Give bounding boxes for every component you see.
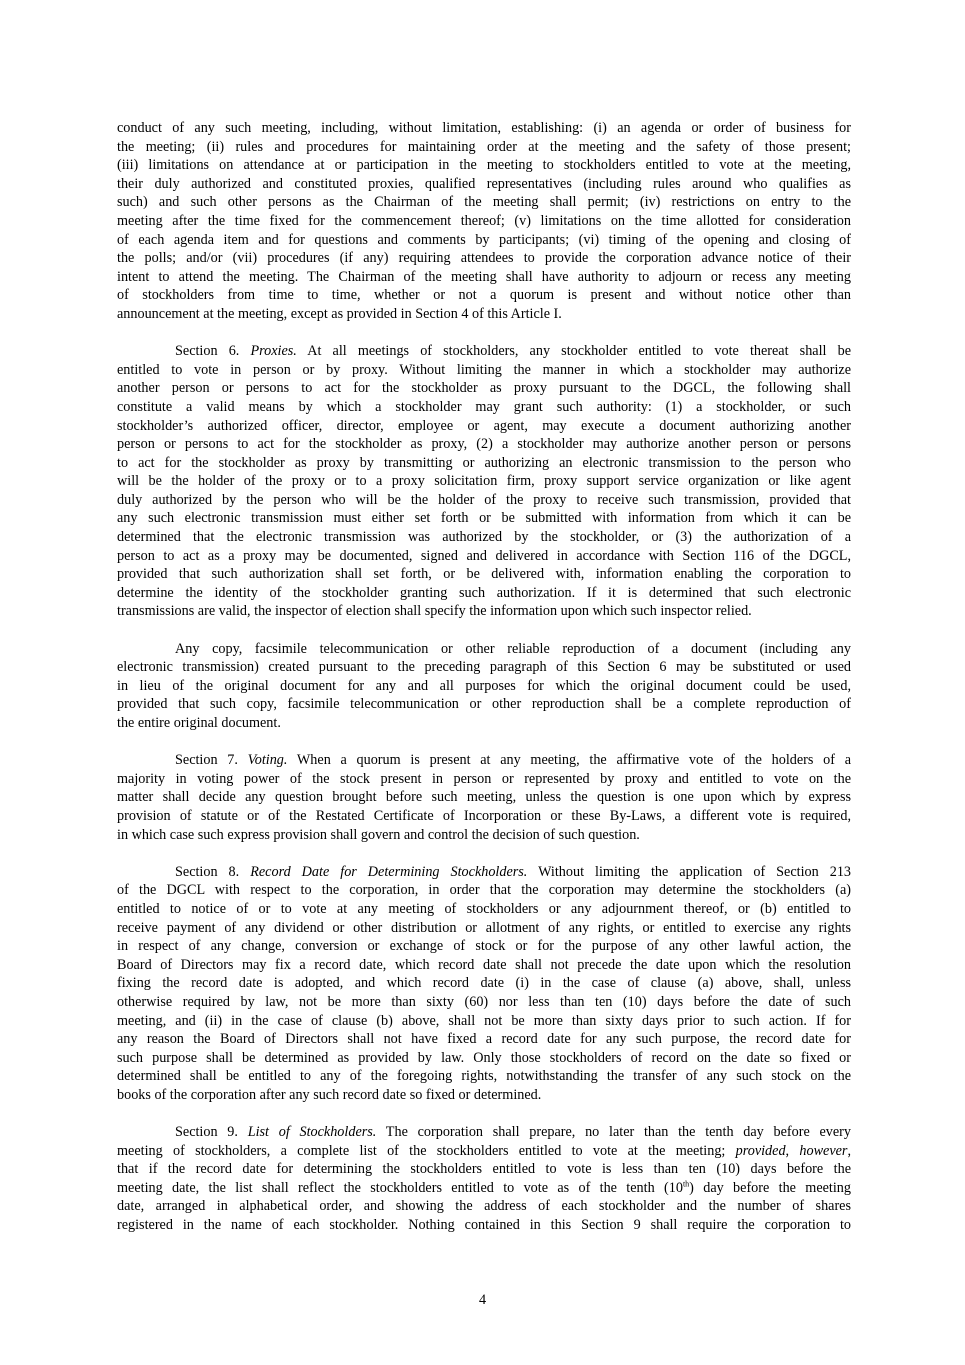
text-line: announcement at the meeting, except as provided in Section 4 of this Article I. (117, 305, 562, 322)
text-line: their duly authorized and constituted proxies, qualified representatives (including rules around who qualifies as (117, 175, 851, 192)
section-heading: Record Date for Determining Stockholders. (250, 863, 528, 880)
section-label: Section 8. (175, 863, 251, 880)
text-line: duly authorized by the person who will be the holder of the proxy to receive such transmission, provided that (117, 491, 851, 508)
text-segment: When a quorum is present at any meeting, the affirmative vote of the holders of a (287, 752, 851, 769)
text-line: provided that such copy, facsimile telecommunication or other reproduction shall be a complete reproduction of (117, 696, 851, 713)
text-line: of each agenda item and for questions and comments by participants; (vi) timing of the opening and closing of (117, 231, 851, 248)
text-line: date, arranged in alphabetical order, and showing the address of each stockholder and the number of shares (117, 1198, 851, 1215)
text-line: the polls; and/or (vii) procedures (if any) requiring attendees to provide the corporation advance notice of their (117, 250, 851, 267)
text-segment: , (785, 1142, 800, 1159)
text-line: that if the record date for determining the stockholders entitled to vote is less than ten (10) days before the (117, 1161, 851, 1178)
text-line: books of the corporation after any such record date so fixed or determined. (117, 1086, 542, 1103)
text-line: in respect of any change, conversion or exchange of stock or for the purpose of any other lawful action, the (117, 938, 851, 955)
text-line: stockholder’s authorized officer, director, employee or agent, may execute a document authorizing another (117, 417, 851, 434)
text-segment: meeting date, the list shall reflect the stockholders entitled to vote as of the tenth (10 (117, 1179, 683, 1196)
section-7-voting (117, 751, 851, 844)
text-line: determine the identity of the stockholder granting such authorization. If it is determined that such electronic (117, 584, 851, 601)
section-heading: Voting. (247, 752, 288, 769)
text-line: electronic transmission) created pursuant to the preceding paragraph of this Section 6 may be substituted or used (117, 659, 851, 676)
text-segment: The corporation shall prepare, no later than the tenth day before every (376, 1124, 851, 1141)
text-line: Any copy, facsimile telecommunication or other reliable reproduction of a document (including any (175, 640, 851, 657)
text-line: meeting after the time fixed for the commencement thereof; (v) limitations on the time allotted for consideration (117, 212, 851, 229)
text-line: meeting, and (ii) in the case of clause (b) above, shall not be more than sixty days prior to such action. If for (117, 1012, 851, 1029)
text-line: in lieu of the original document for any and all purposes for which the original document could be used, (117, 677, 851, 694)
text-line (117, 751, 851, 770)
text-line (117, 1123, 851, 1142)
section-heading: List of Stockholders. (247, 1124, 377, 1141)
text-segment: , (847, 1142, 851, 1159)
text-line: any such electronic transmission must either set forth or be submitted with information from which it can be (117, 510, 851, 527)
text-line: of stockholders from time to time, whether or not a quorum is present and without notice other than (117, 287, 851, 304)
section-label: Section 6. (175, 343, 251, 360)
text-line: matter shall decide any question brought before such meeting, unless the question is one upon which by express (117, 789, 851, 806)
text-line: receive payment of any dividend or other distribution or allotment of any rights, or entitled to exercise any rights (117, 919, 851, 936)
section-label: Section 9. (175, 1124, 248, 1141)
text-line: in which case such express provision shall govern and control the decision of such question. (117, 826, 640, 843)
text-line: intent to attend the meeting. The Chairman of the meeting shall have authority to adjourn or recess any meeting (117, 268, 851, 285)
ordinal-superscript: th (682, 1179, 690, 1189)
text-line: will be the holder of the proxy or to a proxy solicitation firm, proxy support service organization or like agent (117, 473, 851, 490)
page-number: 4 (478, 1292, 487, 1308)
paragraph-proxy-reproduction (117, 640, 851, 733)
text-line: person or persons to act for the stockholder as proxy, (2) a stockholder may authorize another person or persons (117, 436, 851, 453)
text-line: such) and such other persons as the Chairman of the meeting shall permit; (iv) restrictions on entry to the (117, 194, 851, 211)
text-segment: Without limiting the application of Section 213 (527, 863, 852, 880)
text-line: person to act as a proxy may be documented, signed and delivered in accordance with Section 116 of the DGCL, (117, 547, 851, 564)
text-line: entitled to notice of or to vote at any meeting of stockholders or any adjournment thereof, or (b) entitled to (117, 900, 851, 917)
section-heading: Proxies. (250, 343, 297, 360)
text-line: conduct of any such meeting, including, without limitation, establishing: (i) an agenda or order of business for (117, 120, 851, 136)
text-line: any reason the Board of Directors shall not have fixed a record date for any such purpose, the record date for (117, 1031, 851, 1048)
text-line: another person or persons to act for the stockholder as proxy pursuant to the DGCL, the following shall (117, 380, 851, 397)
emphasis-however: however (799, 1142, 848, 1159)
section-label: Section 7. (175, 752, 248, 769)
text-line: otherwise required by law, not be more than sixty (60) nor less than ten (10) days before the date of such (117, 993, 851, 1010)
text-line: the entire original document. (117, 715, 281, 731)
text-line: transmissions are valid, the inspector of election shall specify the information upon which such inspector relied. (117, 603, 752, 620)
text-line: determined shall be entitled to any of the foregoing rights, notwithstanding the transfer of any such stock on the (117, 1068, 851, 1085)
text-line: majority in voting power of the stock present in person or represented by proxy and entitled to vote on the (117, 770, 851, 787)
emphasis-provided: provided (735, 1142, 786, 1159)
text-line: of the DGCL with respect to the corporation, in order that the corporation may determine the stockholders (a) (117, 882, 851, 899)
text-line: the meeting; (ii) rules and procedures for maintaining order at the meeting and the safety of those present; (117, 138, 851, 155)
text-line: to act for the stockholder as proxy by transmitting or authorizing an electronic transmission to the person who (117, 454, 851, 471)
text-line: constitute a valid means by which a stockholder may grant such authority: (1) a stockholder, or such (117, 398, 851, 415)
text-segment: meeting of stockholders, a complete list of the stockholders entitled to vote at the meeting; (117, 1142, 736, 1159)
paragraph-meeting-conduct (117, 119, 851, 324)
text-line: entitled to vote in person or by proxy. Without limiting the manner in which a stockholder may authorize (117, 361, 851, 378)
text-line (117, 863, 851, 882)
text-line: such purpose shall be determined as provided by law. Only those stockholders of record on the date so fixed or (117, 1049, 851, 1066)
section-9-list-of-stockholders (117, 1123, 851, 1235)
text-line (117, 1142, 851, 1161)
text-line: registered in the name of each stockholder. Nothing contained in this Section 9 shall require the corporation to (117, 1217, 851, 1234)
text-line: determined that the electronic transmission was authorized by the stockholder, or (3) the authorization of a (117, 529, 851, 546)
text-line: (iii) limitations on attendance at or participation in the meeting to stockholders entitled to vote at the meeting, (117, 157, 851, 174)
text-line: provision of statute or of the Restated Certificate of Incorporation or these By-Laws, a different vote is required, (117, 807, 851, 824)
text-segment: At all meetings of stockholders, any stockholder entitled to vote thereat shall be (296, 343, 851, 360)
text-line: provided that such authorization shall set forth, or be delivered with, information enabling the corporation to (117, 566, 851, 583)
text-segment: ) day before the meeting (689, 1179, 851, 1196)
section-8-record-date (117, 863, 851, 1105)
text-line (117, 1179, 851, 1198)
text-line (117, 342, 851, 361)
section-6-proxies (117, 342, 851, 621)
text-line: fixing the record date is adopted, and which record date (i) in the case of clause (a) above, shall, unless (117, 975, 851, 992)
page-body (117, 119, 851, 1235)
text-line: Board of Directors may fix a record date, which record date shall not precede the date upon which the resolution (117, 956, 851, 973)
